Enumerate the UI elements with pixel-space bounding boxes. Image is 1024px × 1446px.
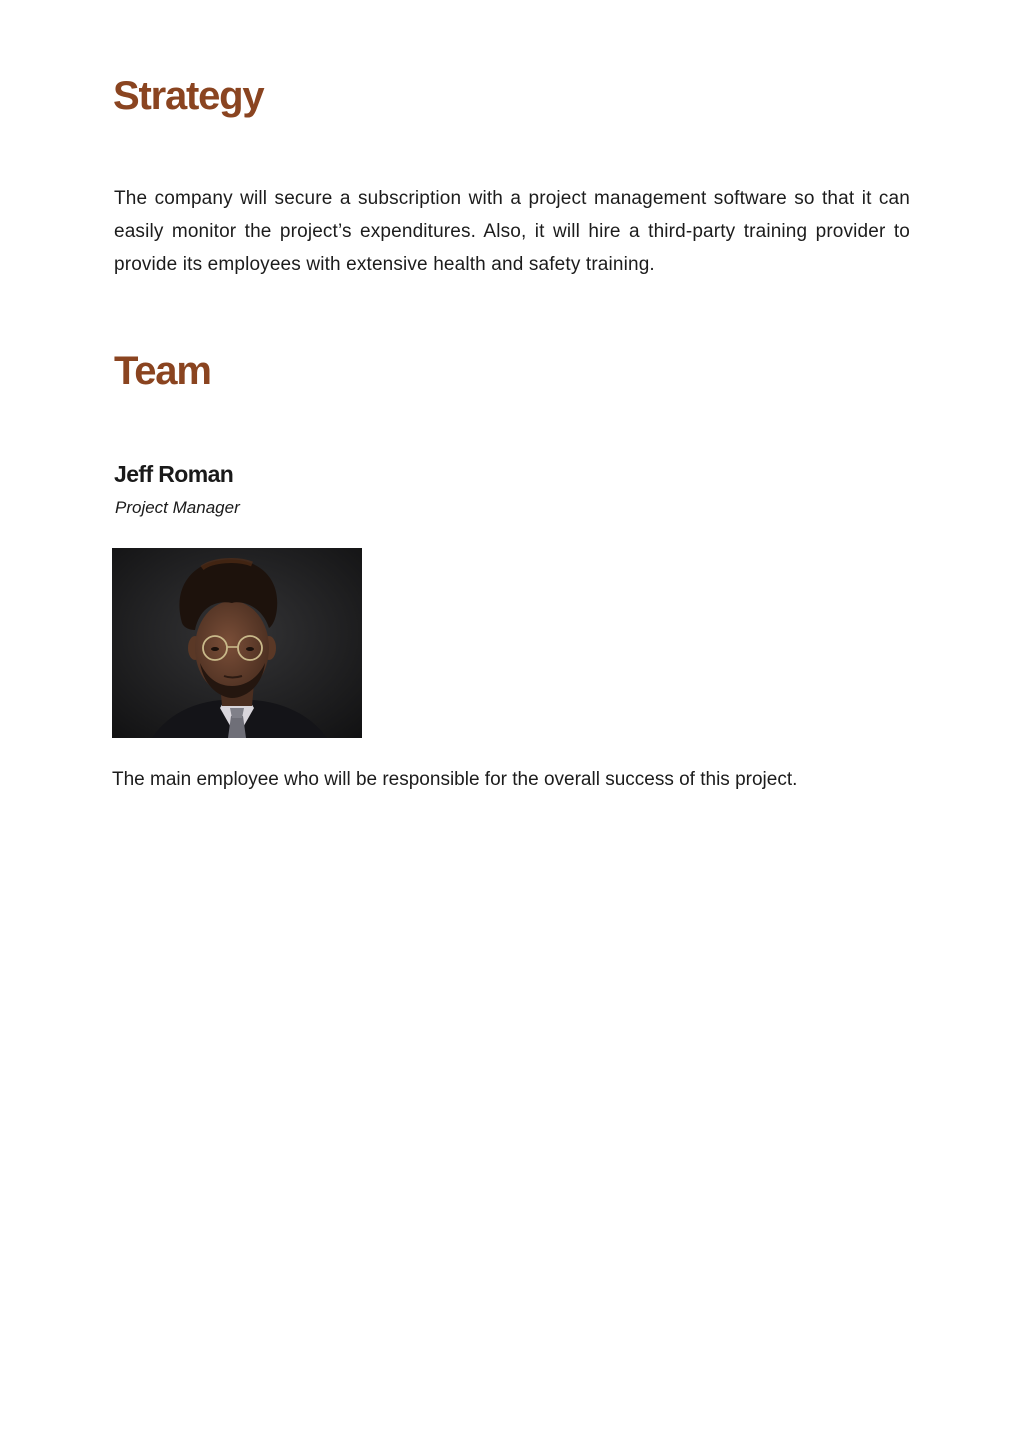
portrait-photo	[112, 548, 362, 738]
strategy-paragraph: The company will secure a subscription with a project management software so that it can easily monitor the project’s expenditures. Also, it will hire a third-party training provider to provide its employees with extensive health and safety training.	[114, 188, 910, 275]
team-member-name: Jeff Roman	[114, 461, 234, 487]
team-member-role: Project Manager	[115, 498, 240, 517]
strategy-heading: Strategy	[113, 74, 264, 118]
team-member-description: The main employee who will be responsible for the overall success of this project.	[112, 769, 798, 790]
team-heading: Team	[114, 349, 211, 393]
